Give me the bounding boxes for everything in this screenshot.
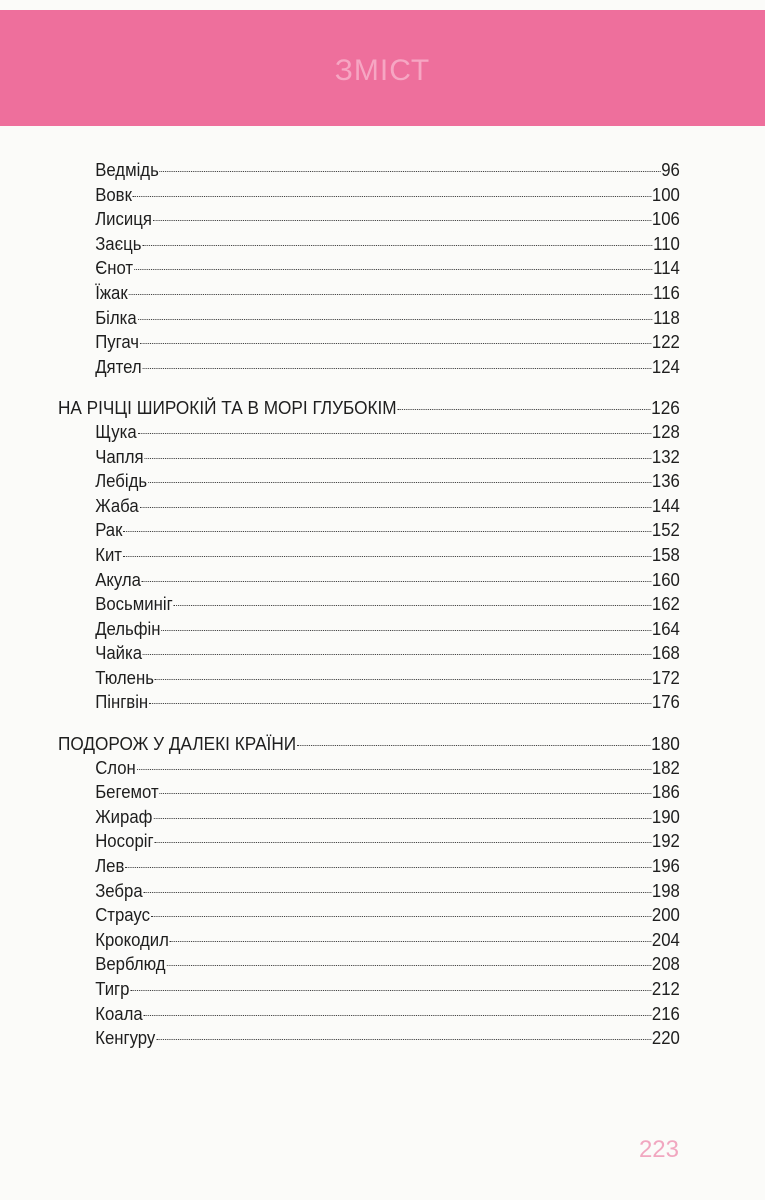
page-title: ЗМІСТ <box>334 54 431 87</box>
toc-entry-title: Жаба <box>95 495 139 516</box>
dot-leader <box>140 507 651 508</box>
dot-leader <box>134 269 652 270</box>
dot-leader <box>160 793 651 794</box>
toc-entry-page: 212 <box>651 979 680 999</box>
toc-entry-title: Лисиця <box>95 209 152 230</box>
dot-leader <box>140 343 651 344</box>
toc-entry-page: 144 <box>651 495 680 516</box>
toc-entry <box>58 283 680 308</box>
toc-entry <box>58 570 680 595</box>
toc-entry-title: Восьминіг <box>95 594 173 615</box>
toc-entry-title: Дятел <box>95 356 142 377</box>
toc-entry-page: 196 <box>651 856 680 877</box>
toc-entry <box>58 979 680 1004</box>
toc-entry-page: 118 <box>653 307 680 328</box>
dot-leader <box>153 220 651 221</box>
toc-entry-page: 216 <box>651 1003 680 1024</box>
dot-leader <box>138 319 653 320</box>
dot-leader <box>166 965 650 966</box>
toc-section <box>58 397 680 422</box>
dot-leader <box>133 196 651 197</box>
toc-entry-page: 172 <box>651 667 680 688</box>
toc-entry-title: Білка <box>95 307 137 328</box>
toc-entry <box>58 185 680 210</box>
toc-entry-title: Страус <box>95 905 150 926</box>
toc-entry-page: 204 <box>651 929 680 950</box>
toc-entry <box>58 209 680 234</box>
dot-leader <box>145 458 651 459</box>
dot-leader <box>125 867 651 868</box>
toc-entry-title: Кит <box>95 544 122 565</box>
toc-entry-page: 136 <box>651 471 680 492</box>
toc-entry-title: Пінгвін <box>95 692 149 713</box>
dot-leader <box>155 842 651 843</box>
toc-entry-title: Зебра <box>95 880 143 901</box>
toc-entry <box>58 357 680 382</box>
dot-leader <box>138 433 651 434</box>
dot-leader <box>130 990 651 991</box>
dot-leader <box>149 703 651 704</box>
toc-entry-page: 198 <box>651 880 680 901</box>
toc-entry-page: 106 <box>651 209 680 230</box>
toc-entry <box>58 160 680 185</box>
toc-entry-title: Тигр <box>95 979 130 999</box>
toc-entry-title: НА РІЧЦІ ШИРОКІЙ ТА В МОРІ ГЛУБОКІМ <box>58 397 397 419</box>
toc-entry-title: Дельфін <box>95 618 161 639</box>
toc-entry-title: Коала <box>95 1003 143 1024</box>
toc-entry-page: 116 <box>653 282 680 303</box>
toc-entry-title: Верблюд <box>95 954 166 975</box>
toc-entry-page: 128 <box>651 421 680 442</box>
toc-entry-page: 122 <box>651 332 680 353</box>
toc-entry-page: 152 <box>651 520 680 541</box>
toc-entry <box>58 422 680 447</box>
toc-entry-page: 220 <box>651 1028 680 1049</box>
toc-entry-page: 162 <box>651 594 680 615</box>
toc-entry-title: Акула <box>95 569 141 590</box>
toc-entry-title: Лев <box>95 856 125 877</box>
toc-entry-title: Заєць <box>95 233 142 254</box>
toc-entry-title: Щука <box>95 421 137 442</box>
toc-entry <box>58 643 680 668</box>
toc-entry-page: 168 <box>651 643 680 664</box>
toc-entry <box>58 447 680 472</box>
toc-entry-page: 192 <box>651 831 680 852</box>
toc-entry-title: Рак <box>95 520 123 541</box>
dot-leader <box>297 745 650 746</box>
toc-entry-page: 124 <box>651 356 680 377</box>
toc-entry <box>58 1028 680 1053</box>
toc-entry-title: Чайка <box>95 643 143 664</box>
table-of-contents <box>58 160 680 1053</box>
toc-entry-page: 160 <box>651 569 680 590</box>
toc-entry-title: ПОДОРОЖ У ДАЛЕКІ КРАЇНИ <box>58 733 297 755</box>
toc-entry-page: 176 <box>651 692 680 713</box>
toc-entry <box>58 545 680 570</box>
page-number: 223 <box>638 1136 679 1163</box>
toc-entry-page: 186 <box>651 782 680 803</box>
toc-entry-title: Кенгуру <box>95 1028 156 1049</box>
dot-leader <box>129 294 653 295</box>
toc-entry-page: 164 <box>651 618 680 639</box>
dot-leader <box>156 1039 651 1040</box>
dot-leader <box>161 630 651 631</box>
dot-leader <box>398 409 651 410</box>
dot-leader <box>143 654 651 655</box>
dot-leader <box>174 605 651 606</box>
toc-entry-page: 96 <box>661 160 680 180</box>
toc-entry <box>58 692 680 717</box>
toc-entry-title: Крокодил <box>95 929 169 950</box>
toc-entry-page: 110 <box>653 233 680 254</box>
toc-entry <box>58 619 680 644</box>
toc-entry-page: 182 <box>651 757 680 778</box>
toc-entry-page: 180 <box>651 733 680 755</box>
toc-entry-page: 200 <box>651 905 680 926</box>
toc-entry-title: Ведмідь <box>95 160 159 180</box>
dot-leader <box>153 818 651 819</box>
toc-entry <box>58 905 680 930</box>
toc-entry-title: Жираф <box>95 806 153 827</box>
toc-entry-page: 208 <box>651 954 680 975</box>
dot-leader <box>143 368 651 369</box>
toc-entry-page: 158 <box>651 544 680 565</box>
toc-entry <box>58 1004 680 1029</box>
toc-entry <box>58 668 680 693</box>
toc-entry-page: 100 <box>651 184 680 205</box>
toc-entry-title: Їжак <box>95 282 128 303</box>
toc-entry <box>58 471 680 496</box>
toc-entry-page: 132 <box>651 446 680 467</box>
toc-section <box>58 733 680 758</box>
toc-entry <box>58 758 680 783</box>
dot-leader <box>155 679 651 680</box>
toc-entry <box>58 930 680 955</box>
toc-entry-title: Пугач <box>95 332 140 353</box>
toc-entry <box>58 308 680 333</box>
toc-entry-page: 114 <box>653 258 680 279</box>
dot-leader <box>160 171 661 172</box>
toc-entry <box>58 332 680 357</box>
dot-leader <box>148 482 651 483</box>
dot-leader <box>142 245 652 246</box>
dot-leader <box>142 581 651 582</box>
toc-entry-title: Бегемот <box>95 782 159 803</box>
toc-entry <box>58 496 680 521</box>
toc-entry <box>58 881 680 906</box>
toc-entry <box>58 807 680 832</box>
dot-leader <box>144 1015 651 1016</box>
toc-entry-title: Носоріг <box>95 831 154 852</box>
toc-entry-title: Слон <box>95 757 136 778</box>
toc-entry-title: Лебідь <box>95 471 148 492</box>
dot-leader <box>123 556 651 557</box>
dot-leader <box>123 531 651 532</box>
toc-entry <box>58 831 680 856</box>
dot-leader <box>137 769 651 770</box>
toc-entry-title: Єнот <box>95 258 134 279</box>
toc-entry <box>58 234 680 259</box>
dot-leader <box>144 892 651 893</box>
toc-entry <box>58 954 680 979</box>
toc-entry-page: 126 <box>651 397 680 419</box>
toc-entry <box>58 782 680 807</box>
toc-entry <box>58 594 680 619</box>
toc-entry-title: Вовк <box>95 184 132 205</box>
dot-leader <box>151 916 651 917</box>
toc-entry-title: Чапля <box>95 446 144 467</box>
toc-entry-page: 190 <box>651 806 680 827</box>
toc-entry-title: Тюлень <box>95 667 154 688</box>
toc-entry <box>58 856 680 881</box>
toc-entry <box>58 258 680 283</box>
toc-entry <box>58 520 680 545</box>
dot-leader <box>170 941 651 942</box>
